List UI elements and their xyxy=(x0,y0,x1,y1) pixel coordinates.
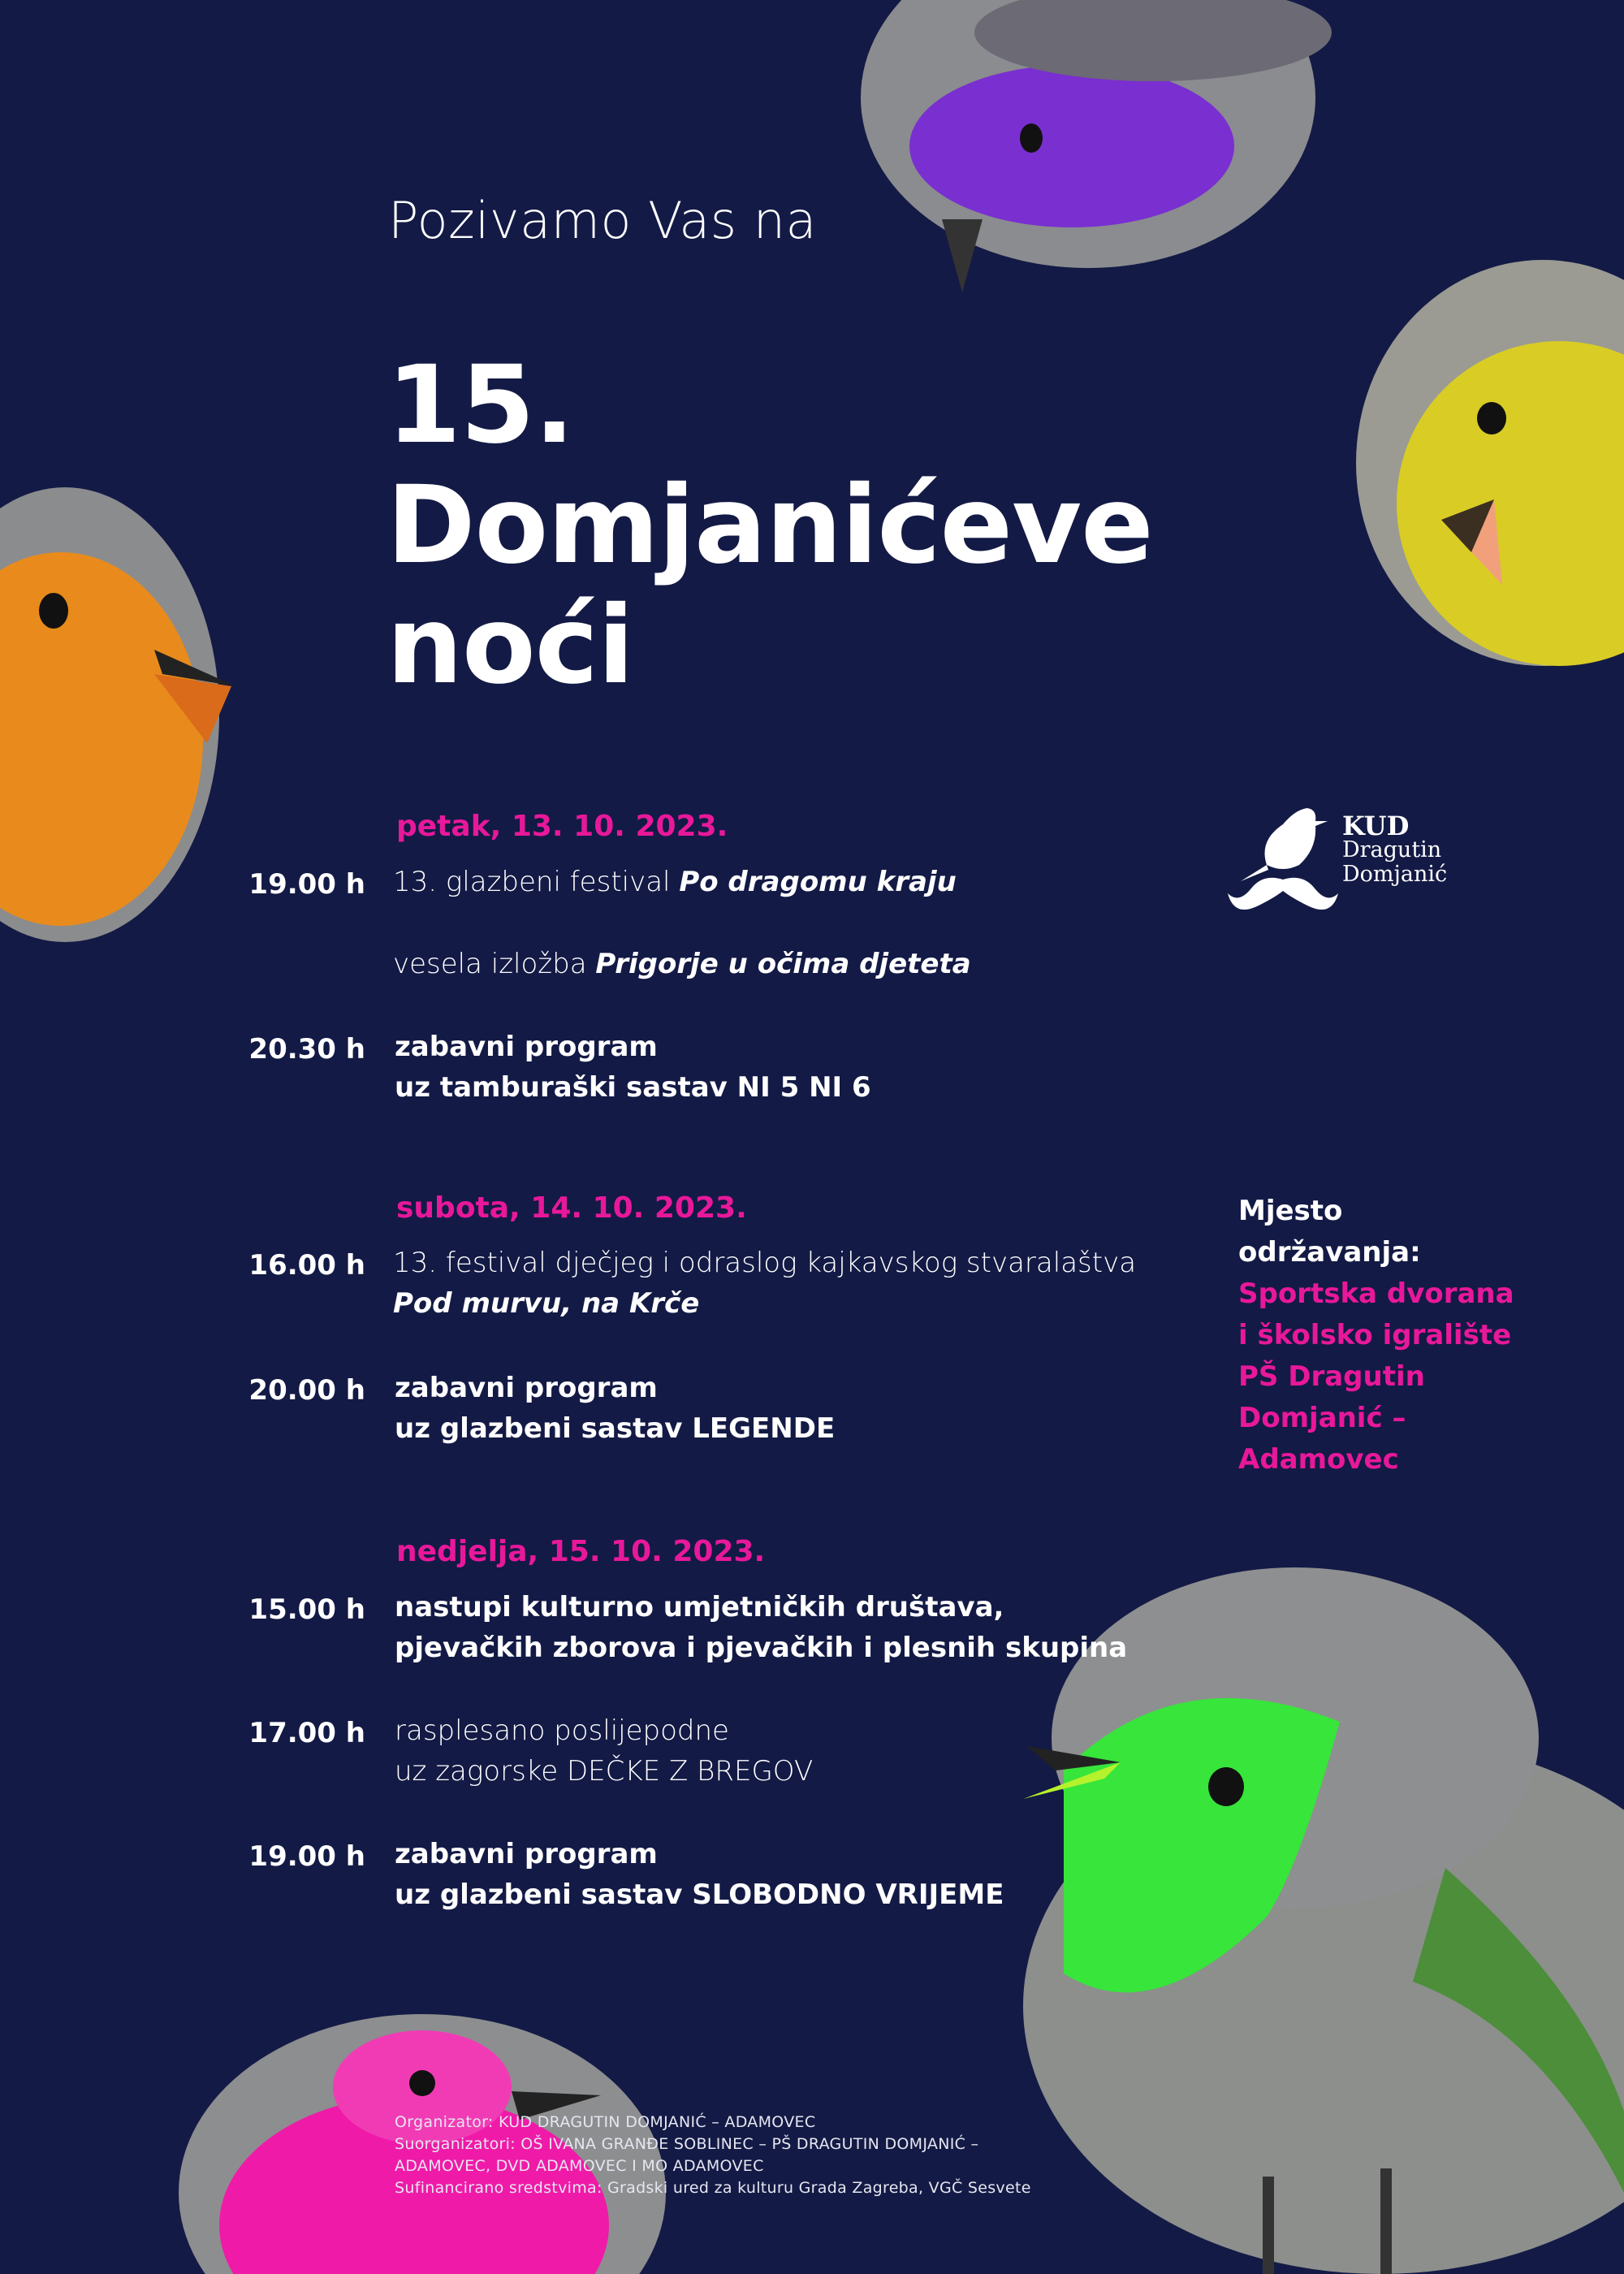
logo-text xyxy=(1342,811,1448,887)
kud-logo-icon xyxy=(1226,792,1340,922)
event-text: vesela izložba Prigorje u očima djeteta xyxy=(393,948,971,980)
event-text: nastupi kulturno umjetničkih društava, pjevačkih zborova i pjevačkih i plesnih skupina xyxy=(395,1591,1128,1664)
event-time: 19.00 h xyxy=(248,1840,365,1873)
location-label: Mjesto održavanja: xyxy=(1238,1195,1421,1269)
location-value: Sportska dvorana i školsko igralište PŠ Dragutin Domjanić – Adamovec xyxy=(1238,1278,1514,1476)
day-heading-saturday: subota, 14. 10. 2023. xyxy=(396,1191,747,1225)
event-text: zabavni program uz glazbeni sastav LEGENDE xyxy=(395,1372,836,1445)
logo-line-2: Dragutin xyxy=(1342,837,1442,862)
event-text: zabavni program uz tamburaški sastav NI 5 NI 6 xyxy=(395,1031,871,1104)
event-text: rasplesano poslijepodne uz zagorske DEČKE Z BREGOV xyxy=(395,1714,814,1788)
event-time: 19.00 h xyxy=(248,868,365,901)
page-title xyxy=(387,345,1153,706)
yellow-bird-icon xyxy=(1356,260,1624,666)
day-heading-sunday: nedjelja, 15. 10. 2023. xyxy=(396,1535,766,1568)
event-time: 17.00 h xyxy=(248,1717,365,1749)
event-text: 13. glazbeni festival Po dragomu kraju xyxy=(393,866,957,898)
logo-line-3: Domjanić xyxy=(1342,862,1448,887)
title-line-3: noći xyxy=(387,583,634,708)
intro-text: Pozivamo Vas na xyxy=(388,191,817,250)
event-time: 15.00 h xyxy=(248,1593,365,1626)
event-text: 13. festival dječjeg i odraslog kajkavskog stvaralaštva Pod murvu, na Krče xyxy=(393,1247,1137,1320)
orange-bird-icon xyxy=(0,487,235,942)
title-line-2: Domjanićeve xyxy=(387,463,1153,588)
event-time: 20.30 h xyxy=(248,1033,365,1066)
logo-line-1: KUD xyxy=(1342,811,1410,841)
day-heading-friday: petak, 13. 10. 2023. xyxy=(396,810,728,843)
event-text: zabavni program uz glazbeni sastav SLOBODNO VRIJEME xyxy=(395,1838,1004,1911)
green-bird-icon xyxy=(1023,1567,1624,2274)
event-time: 20.00 h xyxy=(248,1374,365,1407)
purple-bird-icon xyxy=(861,0,1332,292)
footer-credits: Organizator: KUD DRAGUTIN DOMJANIĆ – ADAMOVEC Suorganizatori: OŠ IVANA GRANĐE SOBLINEC – PŠ DRAGUTIN DOMJANIĆ – ADAMOVEC, DVD ADAMOVEC I MO ADAMOVEC Sufinancirano sredstvima: Gradski ured za kulturu Grada Zagreba, VGČ Sesvete xyxy=(395,2113,1031,2197)
title-line-1: 15. xyxy=(387,343,574,468)
event-time: 16.00 h xyxy=(248,1249,365,1282)
